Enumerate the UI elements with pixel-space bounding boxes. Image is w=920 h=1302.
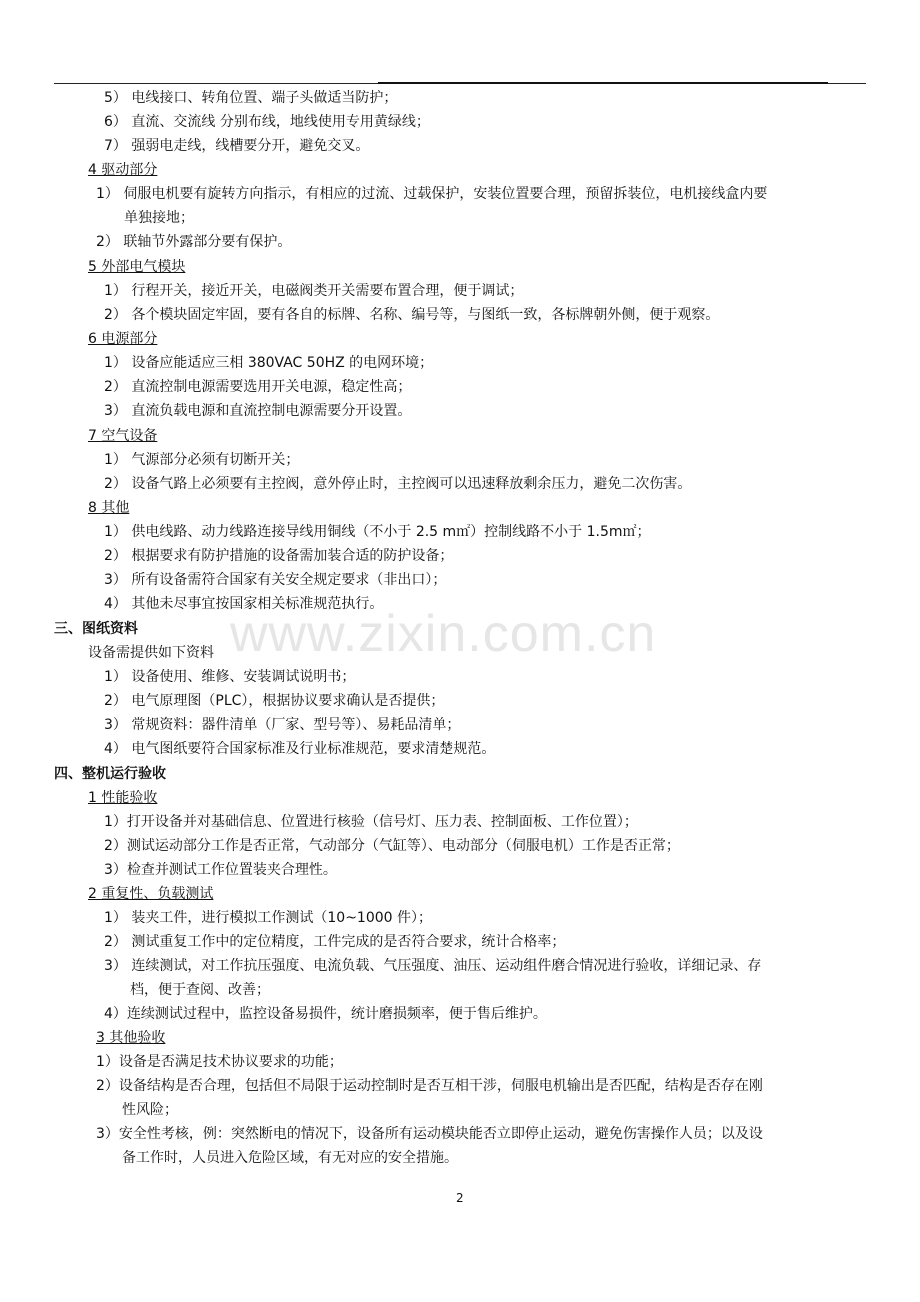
subsection-heading-air: 7 空气设备: [88, 428, 158, 444]
subsection-heading-repeatability: 2 重复性、负载测试: [88, 886, 214, 902]
subsection-heading-external: 5 外部电气模块: [88, 259, 186, 275]
list-item: 4）连续测试过程中，监控设备易损件，统计磨损频率，便于售后维护。: [104, 1006, 547, 1022]
list-item: 2） 电气原理图（PLC），根据协议要求确认是否提供；: [104, 693, 445, 709]
list-item: 1） 伺服电机要有旋转方向指示，有相应的过流、过载保护，安装位置要合理，预留拆装位，电机接线盒内要: [96, 186, 768, 202]
watermark: www.zixin.com.cn: [230, 605, 657, 663]
list-item: 3） 所有设备需符合国家有关安全规定要求（非出口）；: [104, 572, 447, 588]
page-number: 2: [456, 1191, 464, 1205]
subsection-heading-power: 6 电源部分: [88, 331, 158, 347]
subsection-heading-other-acceptance: 3 其他验收: [96, 1030, 166, 1046]
section-intro: 设备需提供如下资料: [88, 645, 214, 661]
list-item: 2） 直流控制电源需要选用开关电源，稳定性高；: [104, 379, 412, 395]
list-item: 7） 强弱电走线，线槽要分开，避免交叉。: [104, 138, 370, 154]
list-item: 4） 电气图纸要符合国家标准及行业标准规范，要求清楚规范。: [104, 741, 496, 757]
list-item: 1） 设备使用、维修、安装调试说明书；: [104, 669, 356, 685]
section-heading-drawings: 三、图纸资料: [54, 621, 138, 637]
list-item: 3） 直流负载电源和直流控制电源需要分开设置。: [104, 403, 412, 419]
subsection-heading-drive: 4 驱动部分: [88, 162, 158, 178]
list-item: 6） 直流、交流线 分别布线，地线使用专用黄绿线；: [104, 114, 430, 130]
list-item-continuation: 单独接地；: [124, 210, 194, 226]
list-item: 3）安全性考核，例：突然断电的情况下，设备所有运动模块能否立即停止运动，避免伤害操作人员；以及设: [96, 1126, 763, 1142]
subsection-heading-other: 8 其他: [88, 500, 130, 516]
list-item: 1） 行程开关，接近开关，电磁阀类开关需要布置合理，便于调试；: [104, 283, 524, 299]
list-item: 3） 常规资料：器件清单（厂家、型号等）、易耗品清单；: [104, 717, 461, 733]
list-item-continuation: 备工作时，人员进入危险区域，有无对应的安全措施。: [122, 1150, 458, 1166]
list-item: 2）测试运动部分工作是否正常，气动部分（气缸等）、电动部分（伺服电机）工作是否正常；: [104, 838, 680, 854]
list-item-continuation: 性风险；: [122, 1102, 178, 1118]
list-item: 2） 根据要求有防护措施的设备需加装合适的防护设备；: [104, 548, 454, 564]
list-item: 2） 各个模块固定牢固，要有各自的标牌、名称、编号等，与图纸一致，各标牌朝外侧，便于观察。: [104, 307, 720, 323]
list-item: 2）设备结构是否合理，包括但不局限于运动控制时是否互相干涉，伺服电机输出是否匹配，结构是否存在刚: [96, 1078, 763, 1094]
list-item: 2） 联轴节外露部分要有保护。: [96, 234, 292, 250]
list-item: 1） 装夹工件，进行模拟工作测试（10~1000 件）；: [104, 910, 432, 926]
list-item: 1）设备是否满足技术协议要求的功能；: [96, 1054, 343, 1070]
list-item: 2） 设备气路上必须要有主控阀，意外停止时，主控阀可以迅速释放剩余压力，避免二次伤害。: [104, 476, 692, 492]
list-item: 1）打开设备并对基础信息、位置进行核验（信号灯、压力表、控制面板、工作位置）；: [104, 814, 638, 830]
list-item: 4） 其他未尽事宜按国家相关标准规范执行。: [104, 596, 384, 612]
list-item-continuation: 档，便于查阅、改善；: [130, 982, 270, 998]
header-rule-accent: [378, 82, 828, 84]
list-item: 3） 连续测试，对工作抗压强度、电流负载、气压强度、油压、运动组件磨合情况进行验收，详细记录、存: [104, 958, 762, 974]
list-item: 1） 供电线路、动力线路连接导线用铜线（不小于 2.5 m㎡）控制线路不小于 1.5m㎡；: [104, 524, 651, 540]
subsection-heading-performance: 1 性能验收: [88, 790, 158, 806]
list-item: 1） 设备应能适应三相 380VAC 50HZ 的电网环境；: [104, 355, 434, 371]
list-item: 5） 电线接口、转角位置、端子头做适当防护；: [104, 90, 398, 106]
list-item: 3）检查并测试工作位置装夹合理性。: [104, 862, 337, 878]
list-item: 1） 气源部分必须有切断开关；: [104, 452, 300, 468]
section-heading-acceptance: 四、整机运行验收: [54, 766, 166, 782]
list-item: 2） 测试重复工作中的定位精度，工件完成的是否符合要求，统计合格率；: [104, 934, 566, 950]
